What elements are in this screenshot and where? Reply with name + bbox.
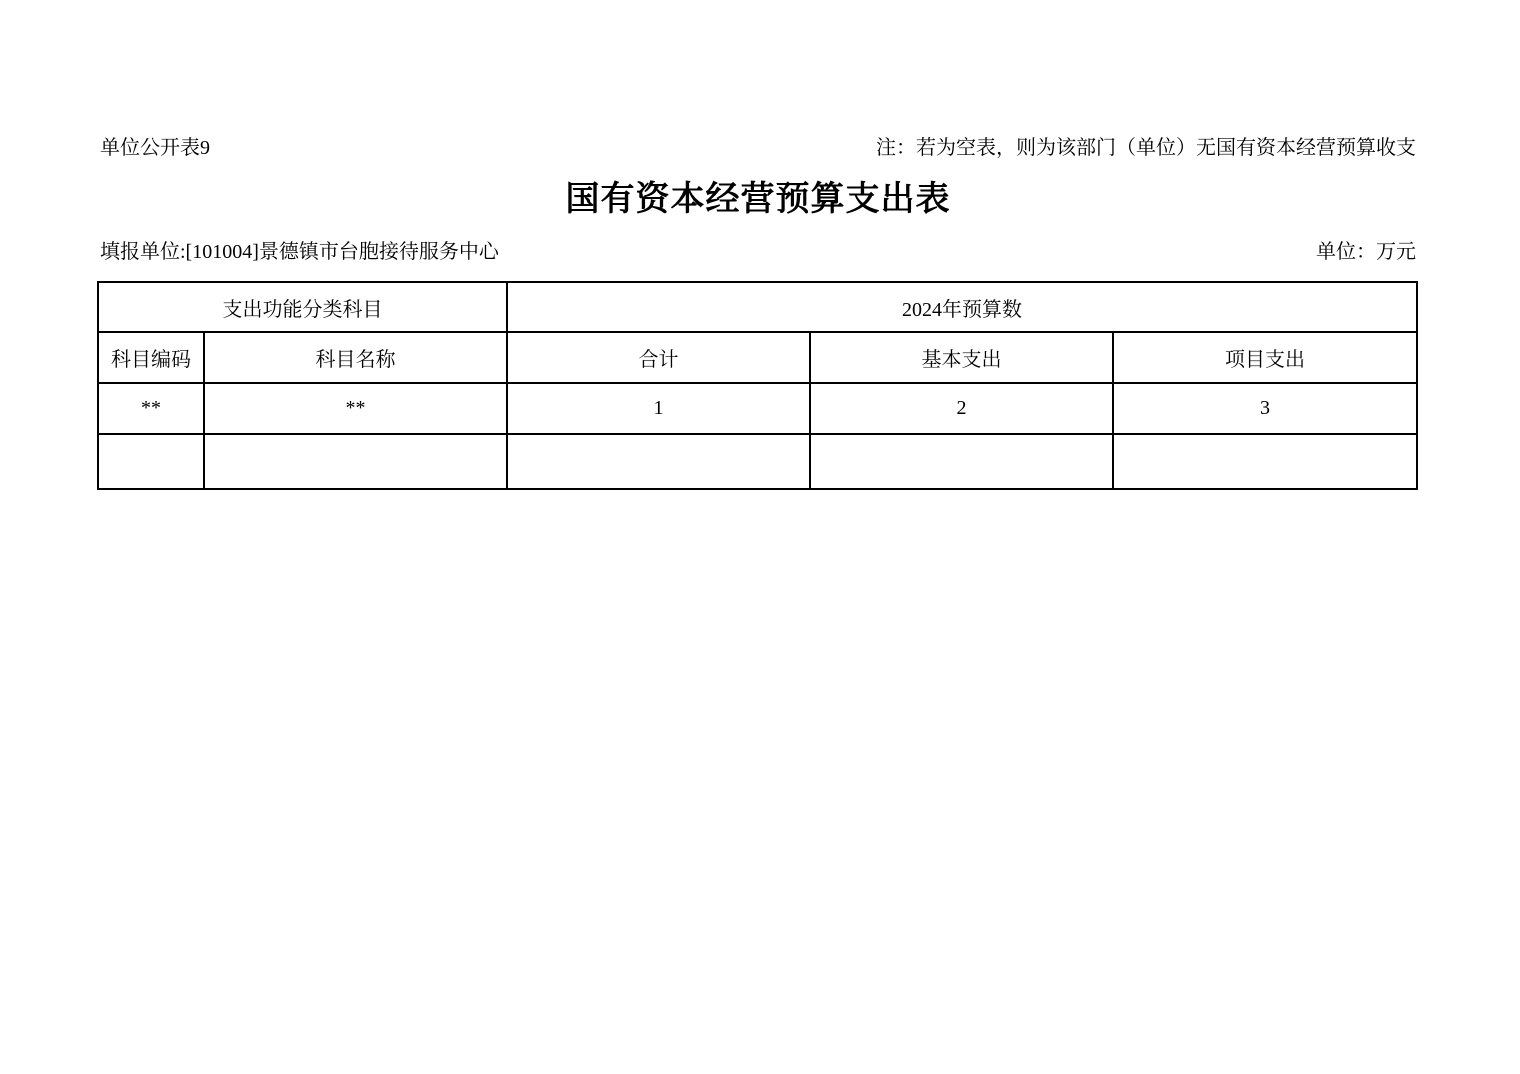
column-number-row <box>98 383 1417 434</box>
group-header-2024-budget: 2024年预算数 <box>507 282 1417 332</box>
table-cell: 3 <box>1113 383 1417 434</box>
top-line <box>100 136 1416 160</box>
budget-expenditure-table <box>97 281 1418 490</box>
table-cell <box>810 434 1113 489</box>
group-header-row <box>98 282 1417 332</box>
unit-of-measure-label: 单位：万元 <box>1316 241 1416 263</box>
column-header-subject-code: 科目编码 <box>98 332 204 383</box>
column-header-total: 合计 <box>507 332 810 383</box>
table-cell: 2 <box>810 383 1113 434</box>
table-cell <box>204 434 507 489</box>
table-number-label: 单位公开表9 <box>100 137 210 159</box>
page-title: 国有资本经营预算支出表 <box>565 181 951 218</box>
empty-table-note: 注：若为空表，则为该部门（单位）无国有资本经营预算收支 <box>876 137 1416 159</box>
table-cell <box>507 434 810 489</box>
column-header-project-expenditure: 项目支出 <box>1113 332 1417 383</box>
sub-line <box>100 240 1416 264</box>
group-header-expenditure-function: 支出功能分类科目 <box>98 282 507 332</box>
table-cell <box>1113 434 1417 489</box>
table-cell: ** <box>204 383 507 434</box>
table-cell <box>98 434 204 489</box>
reporting-unit-label: 填报单位:[101004]景德镇市台胞接待服务中心 <box>100 241 499 263</box>
column-header-basic-expenditure: 基本支出 <box>810 332 1113 383</box>
table-cell: ** <box>98 383 204 434</box>
table-cell: 1 <box>507 383 810 434</box>
column-header-row <box>98 332 1417 383</box>
empty-data-row <box>98 434 1417 489</box>
column-header-subject-name: 科目名称 <box>204 332 507 383</box>
